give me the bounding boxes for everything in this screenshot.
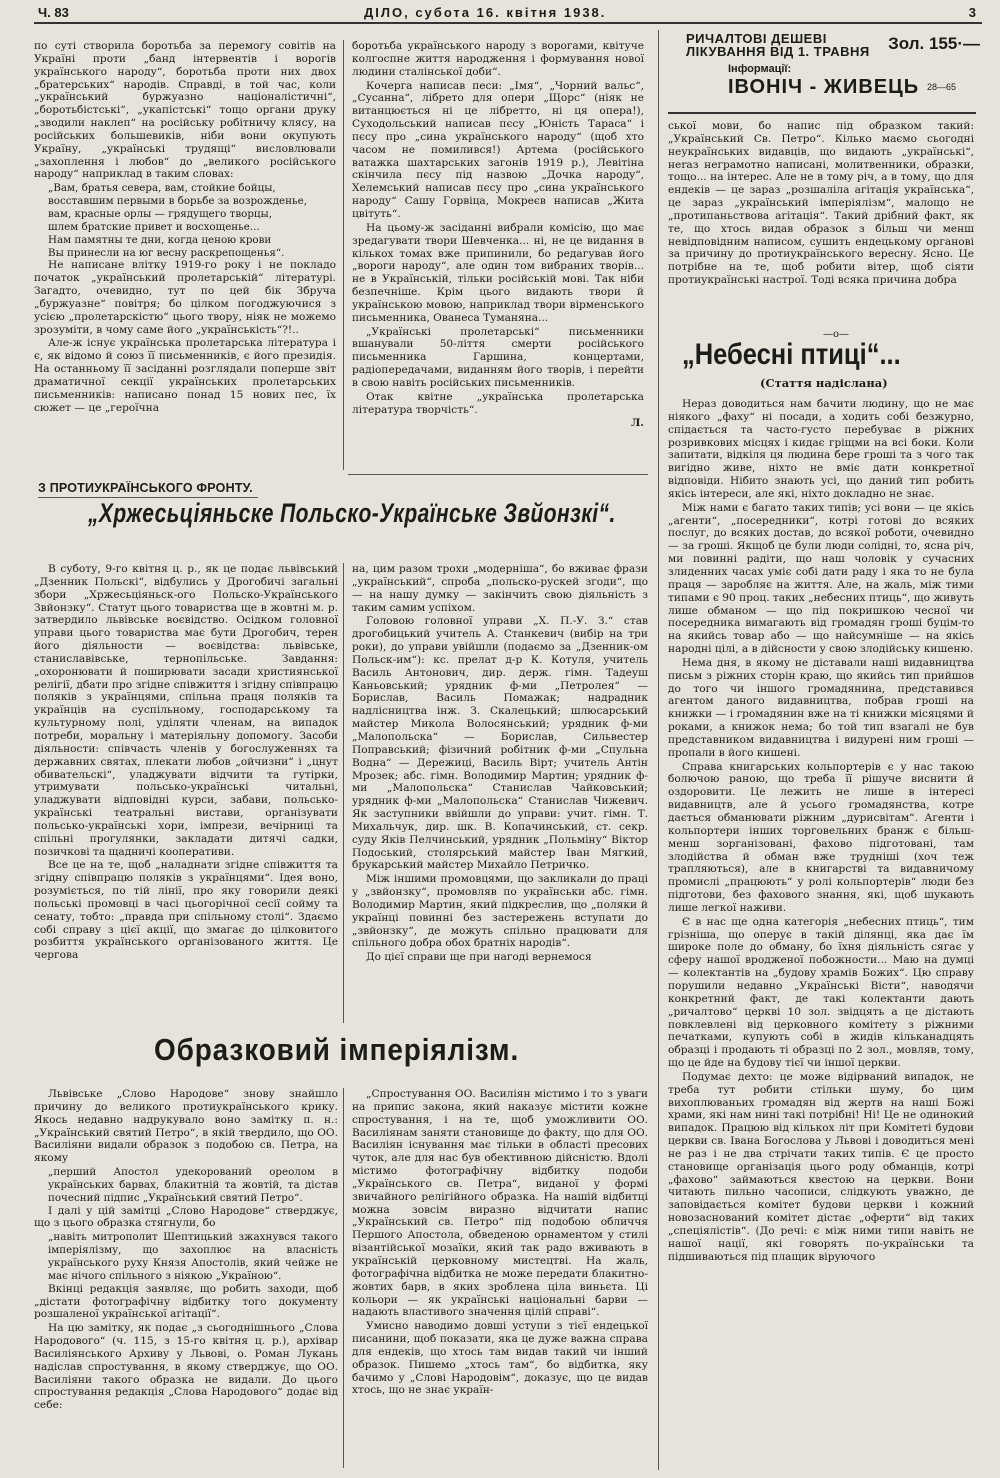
- imperialism-title: Образковий імперіялізм.: [154, 1032, 520, 1067]
- paragraph: Умисно наводимо довші уступи з тієї ендецької писанини, щоб показати, яка це дуже важна справа для ендеків, що хтось там видав такий чи інший образок. Пишемо „хтось там“, бо відбитка, яку бачимо у „Слові Народовім“, доказує, що це видав хтось, що не знає україн-: [352, 1320, 648, 1397]
- paragraph: Справа книгарських кольпортерів є у нас такою болючою раною, що треба її рішуче виснити й оздоровити. Це лежить не лише в інтересі видавництв, але й усього громадянства, котре дається обманювати ріжним „дурисвітам“. Агенти і кольпортери інших торговельних бранж є більш-менш зорганізовані, фахово підготовані, там злодійства й обман вже трудніші (хоч теж трапляються), але в книгарстві та видавничому промислі „працюють“ у ролі кольпортерів“ люди без підготови, без фахового знання, які, щоб шукають лише легкої наживи.: [668, 760, 974, 914]
- imperialism-col1: [34, 1088, 338, 1472]
- paragraph: ської мови, бо напис під образком такий: „Український Св. Петро“. Кількo маємо сьогодні неукраїнських видавців, що видають „українські“, неraз неграмотно написані, молитвенники, образки, тощо... на інтерес. Але не в тому річ, а в тому, що для ендеків — це зараз „розшаліла агітація українська“, це зараз „український імперіялізм“, малощо не „протипаньствова агітація“. Такий дрібний факт, як те, що хтось видав образок з більш чи менш невідповідним написом, сушить ендецькому органові за причину до протиукраїнського вересну. Ясно. Це потрібне на те, щоб робити вітер, щоб сіяти протиукраїнські настрої. Тоді всяка причина добра: [668, 120, 974, 287]
- paragraph: Є в нас ще одна категорія „небесних птиць“, тим грізніша, що оперує в такій ділянці, яка дає їм широке поле до обману, бо їхня діяльність сягає у сферу нашої вродженої побожности... Маю на думці — колектантів на „будову храмів Божих“. Цю справу порушили недавно „Українські Вісти“, наводячи конкретний факт, де такі колектанти дають „ричалтово“ церкві 10 зол. звідцять а це дістають повклевлені від церковного комітету з ріжними печатками, купують собі в жидів кільканадцять образці і продають ті образці по 2 зол., мовляв, тому, що це йде на будову тієї чи іншої церкви.: [668, 915, 974, 1070]
- quote-line: вам, красные орлы — грядущего творцы,: [48, 207, 273, 220]
- ad-rule: [668, 112, 976, 114]
- paragraph: На цю замітку, як подає „з сьогоднішнього „Слова Народового“ (ч. 115, з 15-го квітня ц. р.), архівар Василіянського Архиву у Львові, о. Роман Лукань надіслав спростування, в якому стверджує, що ОО. Василіяни такого образка не видали. До цього спростування редакція „Слова Народового“ додає від себе:: [34, 1322, 338, 1412]
- top-article-col1: [34, 40, 336, 470]
- paragraph: Подумає дехто: це може відірваний випадок, не треба тут робити стільки шуму, бо цим вихоплюваньих громадян від жертв на наші Божі храми, які нам нині такі потрібні! Ні! Це не одинокий випадок. Працюю від кількох літ при Комітеті будови церкви св. Івана Богослова у Львові і доводиться мені не раз і не два стрічати таких типів. Є це просто становище організація цього роду обманців, котрі „фахово“ займаються квестою на церкви. Вони читають пильно часописи, слідкують уважно, де заповідається комітет будови церкви і кожний новозаснований комітет дістає „оферти“ від таких „спеціялістів“. (До речі: є між ними типи навіть не нашої нації, які говорять по-українськи та підшиваються під плащик віруючого: [668, 1070, 974, 1263]
- quote-line: „Вам, братья севера, вам, стойкие бойцы,: [48, 182, 276, 195]
- union-article-col2: [352, 563, 648, 1025]
- ad-text: [686, 32, 870, 58]
- ad-info: Інформації:: [728, 63, 792, 75]
- issue-number: Ч. 83: [38, 5, 69, 20]
- page-number: 3: [968, 5, 976, 20]
- paragraph: Між іншими промовцями, що закликали до праці у „звйонзку“, промовляв по українськи абс. гімн. Володимир Мартин, який підкреслив, що „поляки й українці повинні без застережень вступати до „звйонзку“, де можуть спільно працювати для спільного добра обох братніх народів“.: [352, 873, 648, 950]
- paragraph: Але-ж існує українська пролетарська література і є, як відомо й союз її письменників, є його президія. На останньому її засіданні розглядали поперше звіт драматичної секції українських пролетарських письменників: написано понад 15 нових пес, їх сюжет — це „героїчна: [34, 337, 336, 414]
- paragraph: Львівське „Слово Народове“ знову знайшло причину до великого протиукраїнського крику. Якось недавно надрукувало воно замітку п. н.: „Український святий Петро“, в якій твердило, що ОО. Василіяни видали образок з подобою св. Петра, на якому: [34, 1088, 338, 1165]
- section-ornament: —o—: [823, 329, 850, 340]
- heaven-birds-subtitle: (Стаття надіслана): [760, 376, 888, 390]
- union-article-title: „Хржесьціяньске Польско-Українське Звйонзкі“.: [88, 498, 616, 528]
- imperialism-col2: [352, 1088, 648, 1472]
- quote-line: шлем братские привет и восхощенье...: [48, 220, 260, 233]
- page-header: [34, 4, 982, 24]
- paragraph: на, цим разом трохи „модернішa“, бо вживає фрази „український“, спроба „польско-рускей згоди“, що — на нашу думку — закінчить свою діяльність з таким самим успіхом.: [352, 563, 648, 614]
- quote-line: Нам памятны те дни, когда ценою крови: [48, 233, 272, 246]
- poem-quote: [34, 182, 336, 259]
- paragraph: Між нами є багато таких типів; усі вони — це якісь „агенти“, „посередники“, котрі готові до всяких послуг, до всяких достав, до всякої роботи, очевидно — за гроші. Якщоб це були люди солідні, то, ясна річ, ми повинні радіти, що наш чоловік у сучасних злиденних часах уміє собі дати раду і яка то не була праця — заробляє на життя. Але, на жаль, між тими типами є 90 проц. таких „небесних птиць“, що живуть лише обманом — що під покришкою чесної чи посередника вимагають від громадян гроші буцім-то на якийсь товар або — що найсумніше — на якісь народні цілі, а в дійсности у свою злодійську кишеню.: [668, 501, 974, 656]
- paragraph: До цієї справи ще при нагоді вернемося: [366, 951, 592, 964]
- signature: Л.: [630, 417, 644, 430]
- paragraph: „Українські пролетарські“ письменники вшанували 50-ліття смерти російського письменника Гаршина, концертами, радіопередачами, виданням його творів, і перейти в свою навіть російських письменників.: [352, 325, 644, 389]
- paragraph: Кочерга написав песи: „Імя“, „Чорний вальс“, „Сусанна“, лібрето для опери „Щорс“ (ніяк не витанцюється ні це лібретто, ні ця опера!), Суходольський написав пєсу „Юність Тараса“ і пєсу про „сина українського народу“ (щоб хто часом не помилився!) Артема (російського ватажка шахтарських загонів 1919 р.), Левітіна скінчила пєсу під назвою „Дочка народу“, Хелемський написав пєсу про „сина українського народу“ Сашу Горвіца, Мокреєв написав „Жита цвітуть“.: [352, 79, 644, 220]
- ad-brand: ІВОНІЧ - ЖИВЕЦЬ: [728, 76, 920, 98]
- paragraph: Отак квітне „українська пролетарська література творчість“.: [352, 390, 644, 416]
- paragraph: Все це на те, щоб „наладнати згідне співжиття та згідну співпрацю поляків з українцями“. Ідея воно, розуміється, по тій лінії, про яку говорили деякі польські промовці в часі цьогорічної сесії сойму та сенату, тобто: „правда при спільному столі“. Здаємо собі справу з цієї акції, що змагає до цілковитого розбиття українського організованого життя. Це чергова: [34, 859, 338, 962]
- quote-block: „перший Апостол удекорований ореолом в українських барвах, блакитній та жовтій, та дістав почесний підпис „Український святий Петро“.: [48, 1166, 338, 1204]
- paragraph: І далі у цій замітці „Слово Народове“ стверджує, що з цього образка стягнули, бо: [34, 1204, 338, 1230]
- right-continuation: [668, 120, 974, 332]
- paragraph: Не написане влітку 1919-го року і не покладо початок „український пролетарській“ літературі. Загадто, очевидно, тут по цей бік Збруча „буржуазне“ повітря; бо цілком погоджуючися з усією „пролетарскістю“ цього твору, ніяк не можемо зрозуміти, в чому саме його „українськість“?!..: [34, 259, 336, 336]
- page-column-rule: [658, 30, 659, 1470]
- paragraph: по суті створила боротьба за перемогу совітів на Україні проти „банд інтервентів і ворогів українського народу“, боротьба проти них двох „братерських“ народів. Справді, в той час, коли „український буржуазно націоналістичні“, „боротьбістські“, „укапістські“ тощо органи друку „зводили наклеп“ на російську робітничу клясу, на російських большевиків, ніби вони окупують Україну, „українські трудящі“ висловлювали „захоплення і любов“ до „великого російського народу“ наприклад в таким словах:: [34, 40, 336, 181]
- paragraph: Вкінці редакція заявляє, що робить заходи, щоб „дістати фотографічну відбитку того документу розшаленої української агітації“.: [34, 1282, 338, 1321]
- heaven-birds-body: [668, 398, 974, 1472]
- heaven-birds-title: „Небесні птиці“...: [682, 338, 901, 371]
- ad-line: РИЧАЛТОВІ ДЕШЕВІ: [686, 31, 827, 46]
- ad-code: 28—65: [926, 82, 956, 92]
- paragraph: Нераз доводиться нам бачити людину, що не має ніякого „фаху“ ні посади, а ходить собі безжурно, спідається та часто-густо перебуває в ріжних розривкових місцях і кидає гріщми на всі боки. Коли запитати, відкіля ця людина бере гроші та з чого так вигідно живе, ніхто не вміє дати конкретної відповіди. Нібито знають усі, що даний тип робить якісь інтереси, але які, ніхто докладно не знає.: [668, 398, 974, 500]
- section-rubric: З ПРОТИУКРАЇНСЬКОГО ФРОНТУ.: [38, 481, 253, 495]
- masthead-date: ДІЛО, субота 16. квітня 1938.: [364, 5, 607, 20]
- quote-block: „навіть митрополит Шептицький зжахнувся такого імперіялізму, що захоплює на власність українського руху Князя Апостолів, який чейже не має нічого спільного з ніякою „Україною“.: [48, 1231, 338, 1282]
- paragraph: Головою головної управи „Х. П.-У. З.“ став дрогобицький учитель А. Станкевич (вибір на три роки), до управи увійшли (подаємо за „Дзенник-ом Польск-им“): кс. прелат д-р К. Котуля, учитель Василь Антонович, дир. держ. гімн. Тадеуш Каньовський; урядник ф-ми „Петролея“ — Борислав, Василь Помажак; надрадник надлісництва інж. З. Скалецький; шлюсарський майстер Микола Волосянський; урядник ф-ми „Малопольска“ — Борислав, Сильвестер Поправський; фізичний робітник ф-ми „Спульна Водна“ — Дережиці, Василь Вірт; учитель Антін Мрозек; абс. гімн. Володимир Мартин; урядник ф-ми „Малопольска“ Станислав Чайковський; урядник ф-ми „Малопольска“ Станислав Чижевич. Як заступники ввійшли до управи: учит. гімн. Т. Михальчук, дир. шк. В. Копачинський, ст. секр. суду Яків Пелчинський, урядник „Польміну“ Віктор Подоський, столярський майстер Іван Мягкий, брукарський майстер Михайло Петричко.: [352, 615, 648, 872]
- paragraph: Нема дня, в якому не діставали наші видавництва письм з ріжних сторін краю, що якийсь тип прийшов до того чи іншого громадянина, представився агентом даного видавництва, побрав гроші на книжки — і громадянин вже на ті книжки місяцями й роками, а книжок нема; бо той тип взагалі не був представником видавництва і видурені ним гроші — пропали в його кишені.: [668, 656, 974, 759]
- column-rule: [343, 40, 344, 470]
- quote-line: Вы принесли на юг весну раскрепощенья“.: [48, 246, 285, 259]
- paragraph: В суботу, 9-го квітня ц. р., як це подає львівський „Дзенник Польскі“, відбулись у Дрогобичі загальні збори „Хржесьціяньск-ого Польско-Українського Звйонзку“. Статут цього товариства ще в жовтні м. р. затвердило львівське воєвідство. Осідком головної управи цього товариства має бути Дрогобич, терен його діяльности — воєвідства: львівське, станиславівське, тернопільське. Завдання: „охоронювати й поширювати засади християнської релігії, дбати про згідне співжиття і згідну співпрацю поляків з українцями, спільна праця поляків та українців на суспільному, господарському та культурному полі, уділяти членам, на випадок потреби, моральну і матеріяльну допомогу. Засоби діяльности: співчасть членів у богослуженнях та державних святах, плекати любов „ойчизни“ і „цнут обивательскі“, уладжувати відчити та гутірки, утримувати польсько-українські читальні, уладжувати відповідні курси, забави, польсько-українські театральні вистави, організувати польсько-українські хори, імпрези, вечірниці та спільні прогулянки, закладати дитячі садки, позичкові та щадничі кооперативи.: [34, 563, 338, 858]
- ad-line: ЛІКУВАННЯ ВІД 1. ТРАВНЯ: [686, 44, 870, 59]
- column-rule: [343, 1088, 344, 1468]
- union-article-col1: [34, 563, 338, 1025]
- paragraph: На цьому-ж засіданні вибрали комісію, що має зредагувати твори Шевченка... ні, не це видання в кількох томах вже припинили, бо редагував його „вороги народу“, але один том вибраних творів... не в Українській, тільки російській мові. Так ніби безпечніше. Крім цього видають твори й українською мовою, наприклад твори вірменського письменника, Ованеса Туманяна...: [352, 221, 644, 324]
- column-rule: [343, 563, 344, 1023]
- ad-price: Зол. 155·—: [888, 34, 980, 53]
- quote-line: восставшим первыми в борьбе за возрожденье,: [48, 195, 307, 208]
- paragraph: боротьба українського народу з ворогами, квітуче колгоспне життя народження і формування нової людини сталінської доби“.: [352, 40, 644, 78]
- article-rule: [348, 474, 648, 475]
- paragraph: „Спростування ОО. Василіян містимо і то з уваги на припис закона, який наказує містити кожне спростування, і на те, щоб уможливити ОО. Василіянам заняти становище до факту, що для ОО. Василіян існування має тільки в області пресових чуток, але для нас був обективною дійсністю. Вдолі містимо фотографічну відбитку подоби „Українського св. Петра“, виданої у формі звичайного релігійного образка. На нашій відбитці можна зовсім виразно відчитати напис „Український св. Петро“ під подобою обличчя Першого Апостола, обведеною орнаментом у стилі візантійської мозаїки, який так радо вживають в українській церковному мистецтві. На жаль, фотографічна відбитка не може передати блакитно-жовтих барв, в яких зроблена ціла виньєта. Ці кольори — як українські національні барви — надають властивого значення цілій справі“.: [352, 1088, 648, 1319]
- top-article-col2: [352, 40, 644, 470]
- advertisement: [680, 30, 982, 96]
